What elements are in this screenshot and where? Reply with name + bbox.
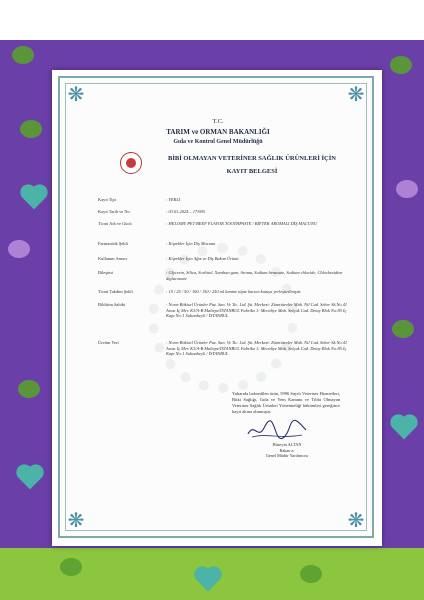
corner-ornament-icon: ❋ xyxy=(347,82,365,106)
signature-icon xyxy=(246,418,308,442)
signer-title: Genel Müdür Yardımcısı xyxy=(265,453,309,459)
signer-name: Hüseyin ALTAN xyxy=(272,442,302,447)
field-value: : 15 / 25 / 50 / 100 / 150 / 250 ml lamine tüpte karton kutuya yerleştirilmiştir. xyxy=(166,289,302,294)
paw-icon xyxy=(18,380,40,398)
field-value: : Köpekler İçin Diş Macunu xyxy=(166,241,216,246)
field-label: Kayıt Tarih ve No xyxy=(98,209,130,214)
field-label: Üretim Yeri xyxy=(98,340,119,345)
paw-icon xyxy=(60,558,82,576)
field-label: Kayıt Tipi xyxy=(98,197,116,202)
signer-block xyxy=(232,442,342,459)
field-value: : Glycerin, Silica, Sorbitol, Xanthan gum, Aroma, Sodium benzoate, Sodium chloride, Chlorhexidine digluconate xyxy=(166,270,343,281)
field-label: Kullanım Amacı xyxy=(98,256,128,261)
field-value: : Norm Bitkisel Ürünler Paz. San. Ve Tic. Ltd. Şti. Merkezi: Zümrütevler Mah. Nil Cad. Seher Sk.No.41 Arası İç Mer. K3/A-B Maltepe/İSTANBUL Fabrika 1: Mecidiye Mah. Selçuk Cad. Detay Blok No:85 İç Kapı No:1 Sultanbeyli / İSTANBUL xyxy=(166,340,348,357)
paw-icon xyxy=(390,56,412,74)
background-top-strip xyxy=(0,0,424,40)
header-ministry: TARIM ve ORMAN BAKANLIĞI xyxy=(166,128,270,136)
field-value: : HELOMY PET BEEF FLAVOR TOOTHPASTE / BİFTEK AROMALI DİŞ MACUNU xyxy=(166,221,318,226)
field-label: Ticari Takdim Şekli xyxy=(98,289,133,294)
field-value: : YERLİ xyxy=(166,197,181,202)
certificate-title: BİBİ OLMAYAN VETERİNER SAĞLIK ÜRÜNLERİ İÇİN xyxy=(168,155,336,162)
field-label: Bileşimi xyxy=(98,270,113,275)
approval-statement: Yukarıda bahsedilen ürün, 5996 Sayılı Veteriner Hizmetleri, Bitki Sağlığı, Gıda ve Yem Kanunu ve Tıbbi Olmayan Veteriner Sağlık Ürünleri Yönetmeliği hükümleri gereğince kayıt altına alınmıştır. xyxy=(232,391,340,414)
header-country: T.C. xyxy=(212,118,224,125)
corner-ornament-icon: ❋ xyxy=(67,82,85,106)
field-label: Farmasötik Şekli xyxy=(98,241,128,246)
paw-icon xyxy=(12,46,34,64)
field-value: : Norm Bitkisel Ürünler Paz. San. Ve Tic. Ltd. Şti. Merkezi: Zümrütevler Mah. Nil Cad. Seher Sk.No.41 Arası İç Mer. K3/A-B Maltepe/İSTANBUL Fabrika 1: Mecidiye Mah. Selçuk Cad. Detay Blok No:85 İç Kapı No:1 Sultanbeyli / İSTANBUL xyxy=(166,302,348,319)
paw-icon xyxy=(20,120,42,138)
ministry-emblem-icon xyxy=(120,152,142,174)
signer-role: Bakan a. xyxy=(279,447,295,453)
corner-ornament-icon: ❋ xyxy=(347,508,365,532)
field-value: : Köpekler İçin Ağız ve Diş Bakım Ürünü xyxy=(166,256,239,261)
registration-certificate xyxy=(58,76,374,538)
paw-icon xyxy=(392,320,414,338)
certificate-subtitle: KAYIT BELGESİ xyxy=(226,168,278,175)
field-value: : 03.01.2024 – 17/695 xyxy=(166,209,205,214)
header-directorate: Gıda ve Kontrol Genel Müdürlüğü xyxy=(173,139,263,145)
field-label: Bildirim Sahibi xyxy=(98,302,126,307)
paw-icon xyxy=(396,180,418,198)
paw-icon xyxy=(8,240,30,258)
paw-icon xyxy=(300,565,322,583)
field-label: Ticari Adı ve Gücü xyxy=(98,221,132,226)
corner-ornament-icon: ❋ xyxy=(67,508,85,532)
